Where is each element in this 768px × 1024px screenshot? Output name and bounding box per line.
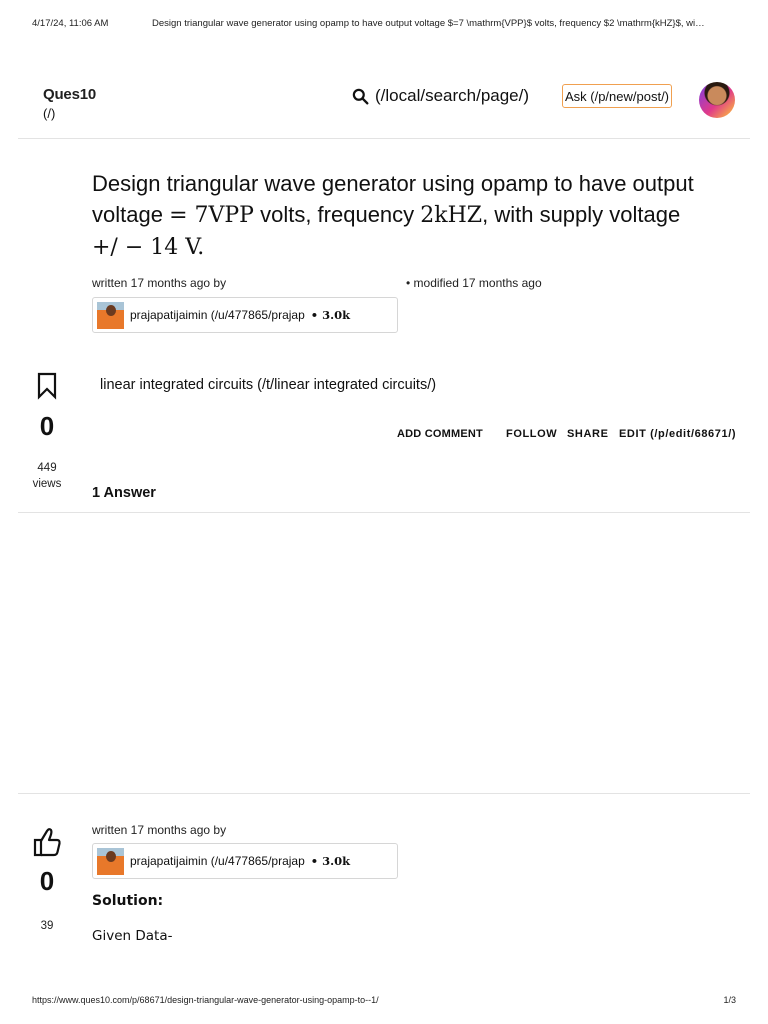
answer-author-card[interactable]	[92, 843, 398, 879]
edit-button[interactable]: EDIT (/p/edit/68671/)	[619, 428, 737, 440]
author-reputation: • 3.0k	[310, 308, 351, 322]
header-divider	[18, 138, 750, 139]
views-label: views	[32, 478, 62, 490]
answer-author-avatar	[97, 848, 124, 875]
user-avatar[interactable]	[699, 82, 735, 118]
title-text-2: volts, frequency	[253, 202, 421, 227]
views-count: 449	[37, 462, 57, 474]
print-url: https://www.ques10.com/p/68671/design-triangular-wave-generator-using-opamp-to--1/	[32, 995, 379, 1005]
given-data-text: Given Data-	[92, 928, 173, 944]
print-title: Design triangular wave generator using opamp to have output voltage $=7 \mathrm{VPP}$ volts, frequency $2 \mathrm{kHZ}$, wi…	[152, 18, 705, 29]
title-text-3: , with supply voltage	[482, 202, 681, 227]
question-title	[92, 168, 732, 263]
logo-text: Ques10	[43, 86, 96, 103]
thumbs-up-icon[interactable]	[32, 826, 62, 863]
author-avatar	[97, 302, 124, 329]
tag-link[interactable]: linear integrated circuits (/t/linear integrated circuits/)	[100, 377, 437, 393]
share-button[interactable]: SHARE	[567, 428, 609, 440]
site-logo[interactable]	[43, 86, 96, 103]
search-icon	[352, 88, 369, 105]
ask-button[interactable]: Ask (/p/new/post/)	[562, 84, 672, 108]
answer-vote-count: 0	[39, 866, 55, 896]
answer-views-count: 39	[40, 920, 54, 932]
print-page-number: 1/3	[723, 995, 736, 1005]
answer-top-divider	[18, 793, 750, 794]
question-modified: • modified 17 months ago	[406, 276, 542, 290]
question-views	[24, 460, 70, 492]
title-math-3: +/ − 14 V.	[92, 235, 205, 260]
answer-written: written 17 months ago by	[92, 823, 227, 837]
author-link[interactable]: prajapatijaimin (/u/477865/prajap	[130, 308, 305, 322]
title-math-1: = 7VPP	[169, 203, 254, 228]
answers-divider	[18, 512, 750, 513]
solution-heading: Solution:	[92, 893, 164, 909]
answer-author-link[interactable]: prajapatijaimin (/u/477865/prajap	[130, 854, 305, 868]
search-label: (/local/search/page/)	[375, 86, 530, 105]
answers-count: 1 Answer	[92, 485, 156, 501]
bookmark-icon[interactable]	[36, 372, 58, 405]
question-written: written 17 months ago by	[92, 276, 227, 290]
title-math-2: 2kHZ	[420, 203, 483, 228]
answer-author-reputation: • 3.0k	[310, 854, 351, 868]
follow-button[interactable]: FOLLOW	[506, 428, 558, 440]
title-text-1: Design triangular wave generator using opamp to have output voltage	[92, 171, 694, 227]
logo-link[interactable]: (/)	[43, 106, 56, 121]
question-author-card[interactable]	[92, 297, 398, 333]
print-datetime: 4/17/24, 11:06 AM	[32, 18, 109, 29]
add-comment-button[interactable]: ADD COMMENT	[397, 428, 483, 440]
question-vote-count: 0	[39, 411, 55, 441]
search-link[interactable]	[352, 86, 529, 106]
